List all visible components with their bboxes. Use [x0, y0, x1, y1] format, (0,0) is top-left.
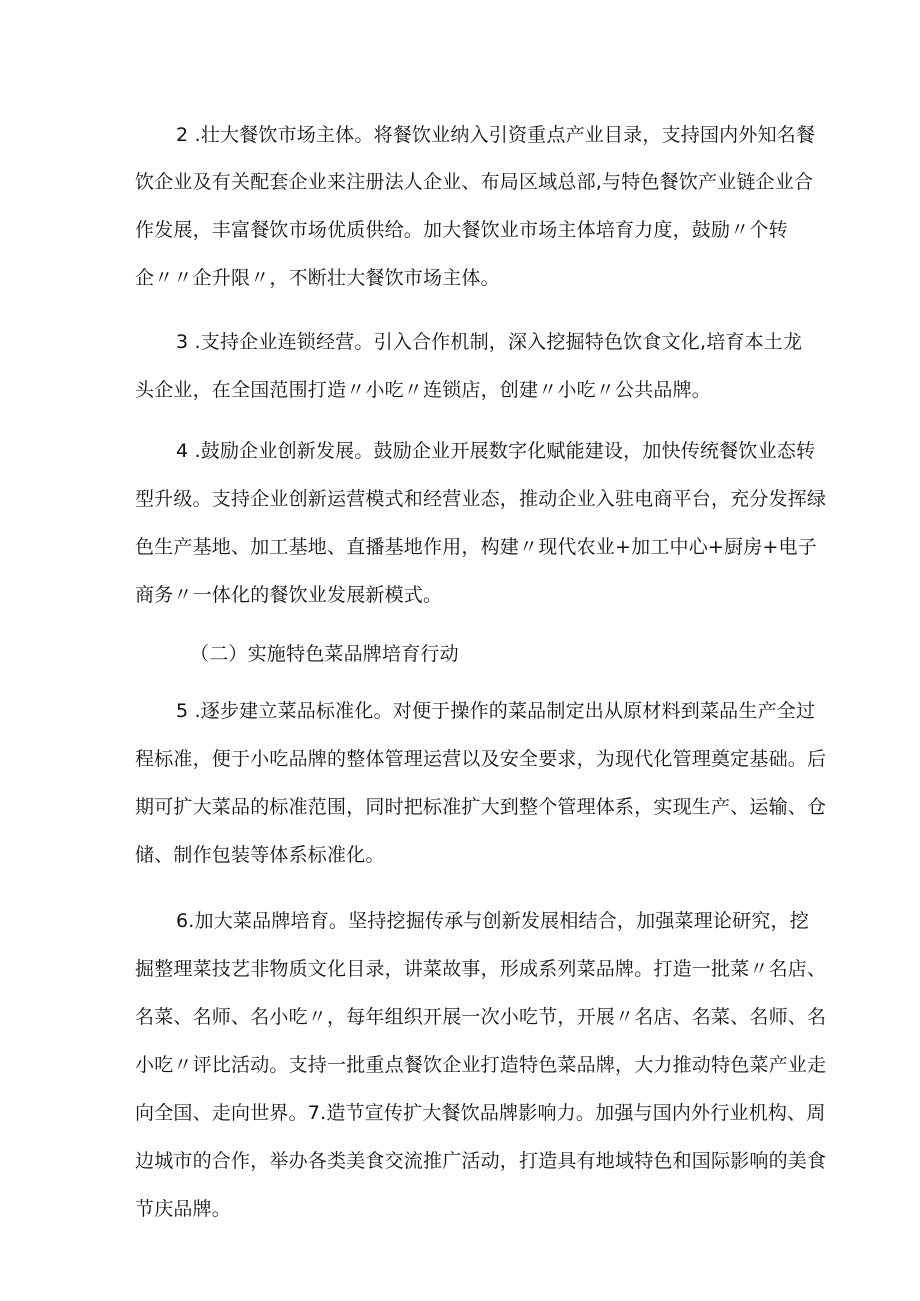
text-line: 储、制作包装等体系标准化。 — [135, 844, 385, 866]
text-line: 色生产基地、加工基地、直播基地作用，构建〃现代农业+加工中心+厨房+电子 — [135, 536, 817, 558]
text-line: 企〃〃企升限〃，不断壮大餐饮市场主体。 — [135, 267, 500, 289]
text-line: 2 .壮大餐饮市场主体。将餐饮业纳入引资重点产业目录，支持国内外知名餐 — [176, 124, 816, 146]
text-line: 掘整理菜技艺非物质文化目录，讲菜故事，形成系列菜品牌。打造一批菜〃名店、 — [135, 958, 827, 980]
text-line: 作发展，丰富餐饮市场优质供给。加大餐饮业市场主体培育力度，鼓励〃个转 — [135, 219, 788, 241]
text-line: 边城市的合作，举办各类美食交流推广活动，打造具有地域特色和国际影响的美食 — [135, 1150, 827, 1172]
text-line: 期可扩大菜品的标准范围，同时把标准扩大到整个管理体系，实现生产、运输、仓 — [135, 796, 827, 818]
text-line: 向全国、走向世界。7.造节宣传扩大餐饮品牌影响力。加强与国内外行业机构、周 — [135, 1102, 826, 1124]
text-line: 5 .逐步建立菜品标准化。对便于操作的菜品制定出从原材料到菜品生产全过 — [176, 700, 816, 722]
text-line: 3 .支持企业连锁经营。引入合作机制，深入挖掘特色饮食文化,培育本土龙 — [176, 331, 803, 353]
text-line: 小吃〃评比活动。支持一批重点餐饮企业打造特色菜品牌，大力推动特色菜产业走 — [135, 1054, 827, 1076]
text-line: 商务〃一体化的餐饮业发展新模式。 — [135, 584, 443, 606]
text-line: 名菜、名师、名小吃〃，每年组织开展一次小吃节，开展〃名店、名菜、名师、名 — [135, 1006, 827, 1028]
text-line: 节庆品牌。 — [135, 1198, 232, 1220]
text-line: 型升级。支持企业创新运营模式和经营业态，推动企业入驻电商平台，充分发挥绿 — [135, 488, 827, 510]
text-line: 饮企业及有关配套企业来注册法人企业、布局区域总部,与特色餐饮产业链企业合 — [135, 171, 814, 193]
text-line: 程标准，便于小吃品牌的整体管理运营以及安全要求，为现代化管理奠定基础。后 — [135, 748, 827, 770]
section-title: （二）实施特色菜品牌培育行动 — [190, 643, 459, 665]
text-line: 头企业，在全国范围打造〃小吃〃连锁店，创建〃小吃〃公共品牌。 — [135, 379, 712, 401]
text-line: 6.加大菜品牌培育。坚持挖掘传承与创新发展相结合，加强菜理论研究，挖 — [176, 910, 809, 932]
text-line: 4 .鼓励企业创新发展。鼓励企业开展数字化赋能建设，加快传统餐饮业态转 — [176, 440, 816, 462]
